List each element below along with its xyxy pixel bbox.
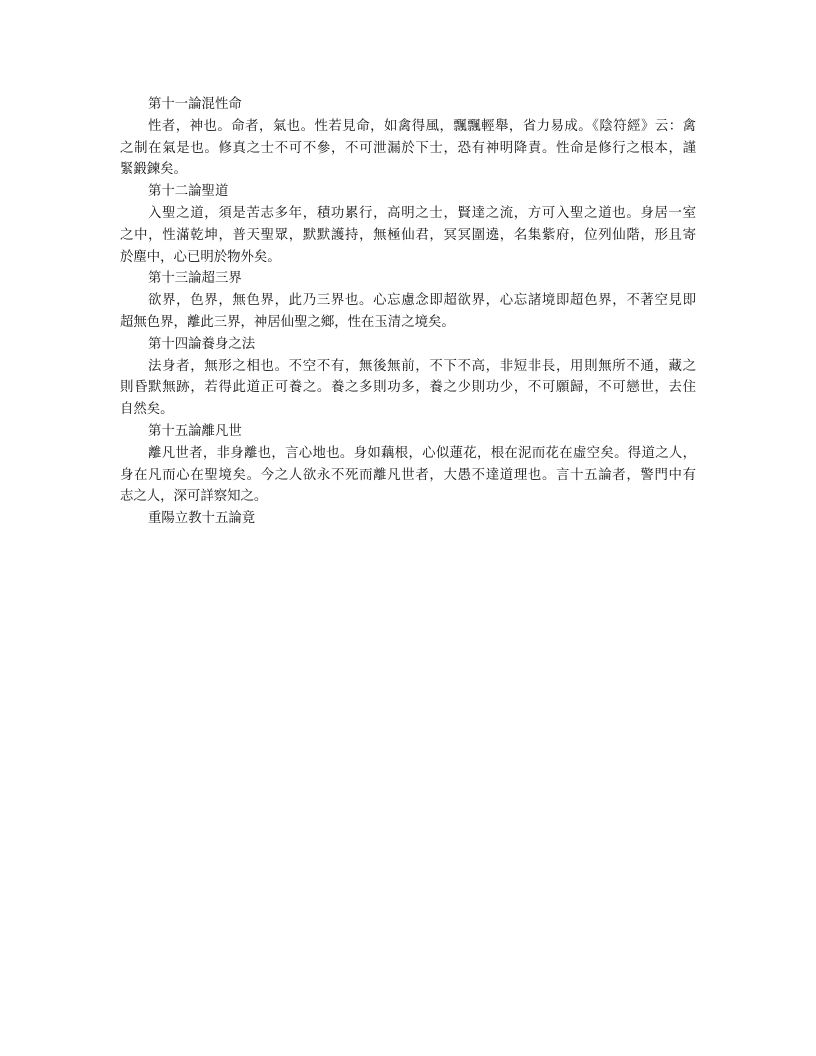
body-line: 之制在氣是也。修真之士不可不參，不可泄漏於下士，恐有神明降責。性命是修行之根本，謹	[120, 140, 696, 156]
section-heading: 第十五論離凡世	[148, 423, 242, 439]
body-line: 自然矣。	[120, 402, 174, 418]
section-heading: 第十一論混性命	[148, 97, 242, 112]
body-line: 之中，性滿乾坤，普天聖眾，默默護持，無極仙君，冥冥圍遶，名集紫府，位列仙階，形且寄	[120, 227, 696, 243]
section-heading: 第十二論聖道	[148, 184, 229, 200]
section-heading: 第十三論超三界	[148, 271, 242, 287]
body-line: 性者，神也。命者，氣也。性若見命，如禽得風，飄飄輕舉，省力易成。《陰符經》云：禽	[148, 118, 696, 134]
body-line: 於塵中，心已明於物外矣。	[120, 249, 281, 265]
body-line: 志之人，深可詳察知之。	[120, 489, 268, 505]
body-line: 欲界，色界，無色界，此乃三界也。心忘慮念即超欲界，心忘諸境即超色界，不著空見即	[148, 293, 696, 309]
body-line: 法身者，無形之相也。不空不有，無後無前，不下不高，非短非長，用則無所不通，藏之	[148, 358, 696, 374]
closing-line: 重陽立教十五論竟	[148, 511, 256, 527]
body-line: 離凡世者，非身離也，言心地也。身如藕根，心似蓮花，根在泥而花在虛空矣。得道之人，	[148, 445, 696, 461]
body-line: 身在凡而心在聖境矣。今之人欲永不死而離凡世者，大愚不達道理也。言十五論者，警門中有	[120, 467, 696, 483]
document-page	[120, 94, 696, 530]
body-line: 超無色界，離此三界，神居仙聖之鄉，性在玉清之境矣。	[120, 314, 455, 330]
section-heading: 第十四論養身之法	[148, 336, 256, 352]
body-line: 入聖之道，須是苦志多年，積功累行，高明之士，賢達之流，方可入聖之道也。身居一室	[148, 205, 696, 221]
body-line: 緊鍛鍊矣。	[120, 162, 187, 178]
body-line: 則昏默無跡，若得此道正可養之。養之多則功多，養之少則功少，不可願歸，不可戀世，去住	[120, 380, 696, 396]
